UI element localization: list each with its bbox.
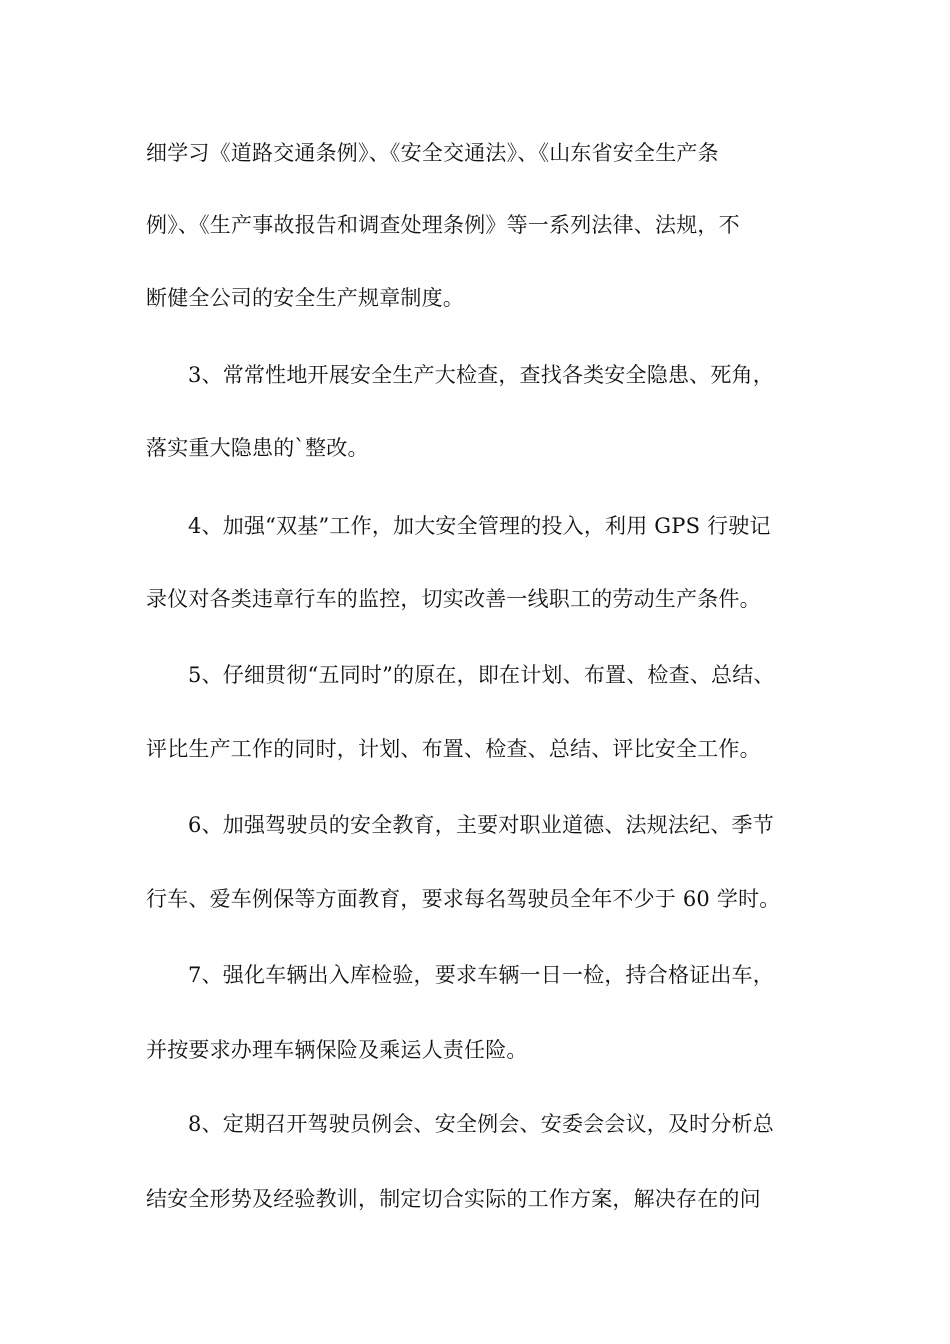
text-line-6: 4、加强“双基”工作，加大安全管理的投入，利用 GPS 行驶记 [188,514,771,538]
text-line-13: 并按要求办理车辆保险及乘运人责任险。 [146,1038,528,1062]
text-line-10: 6、加强驾驶员的安全教育，主要对职业道德、法规法纪、季节 [188,813,774,837]
text-line-15: 结安全形势及经验教训，制定切合实际的工作方案，解决存在的问 [146,1187,761,1211]
text-line-9: 评比生产工作的同时，计划、布置、检查、总结、评比安全工作。 [146,737,761,761]
text-line-7: 录仪对各类违章行车的监控，切实改善一线职工的劳动生产条件。 [146,587,761,611]
text-line-3: 断健全公司的安全生产规章制度。 [146,286,464,310]
text-line-8: 5、仔细贯彻“五同时”的原在，即在计划、布置、检查、总结、 [188,663,775,687]
text-line-12: 7、强化车辆出入库检验，要求车辆一日一检，持合格证出车， [188,963,774,987]
text-line-2: 例》、《生产事故报告和调查处理条例》等一系列法律、法规，不 [146,213,740,237]
text-line-5: 落实重大隐患的`整改。 [146,436,369,460]
text-line-4: 3、常常性地开展安全生产大检查，查找各类安全隐患、死角， [188,363,774,387]
text-line-11: 行车、爱车例保等方面教育，要求每名驾驶员全年不少于 60 学时。 [146,887,781,911]
text-line-1: 细学习《道路交通条例》、《安全交通法》、《山东省安全生产条 [146,141,719,165]
text-line-14: 8、定期召开驾驶员例会、安全例会、安委会会议，及时分析总 [188,1112,774,1136]
